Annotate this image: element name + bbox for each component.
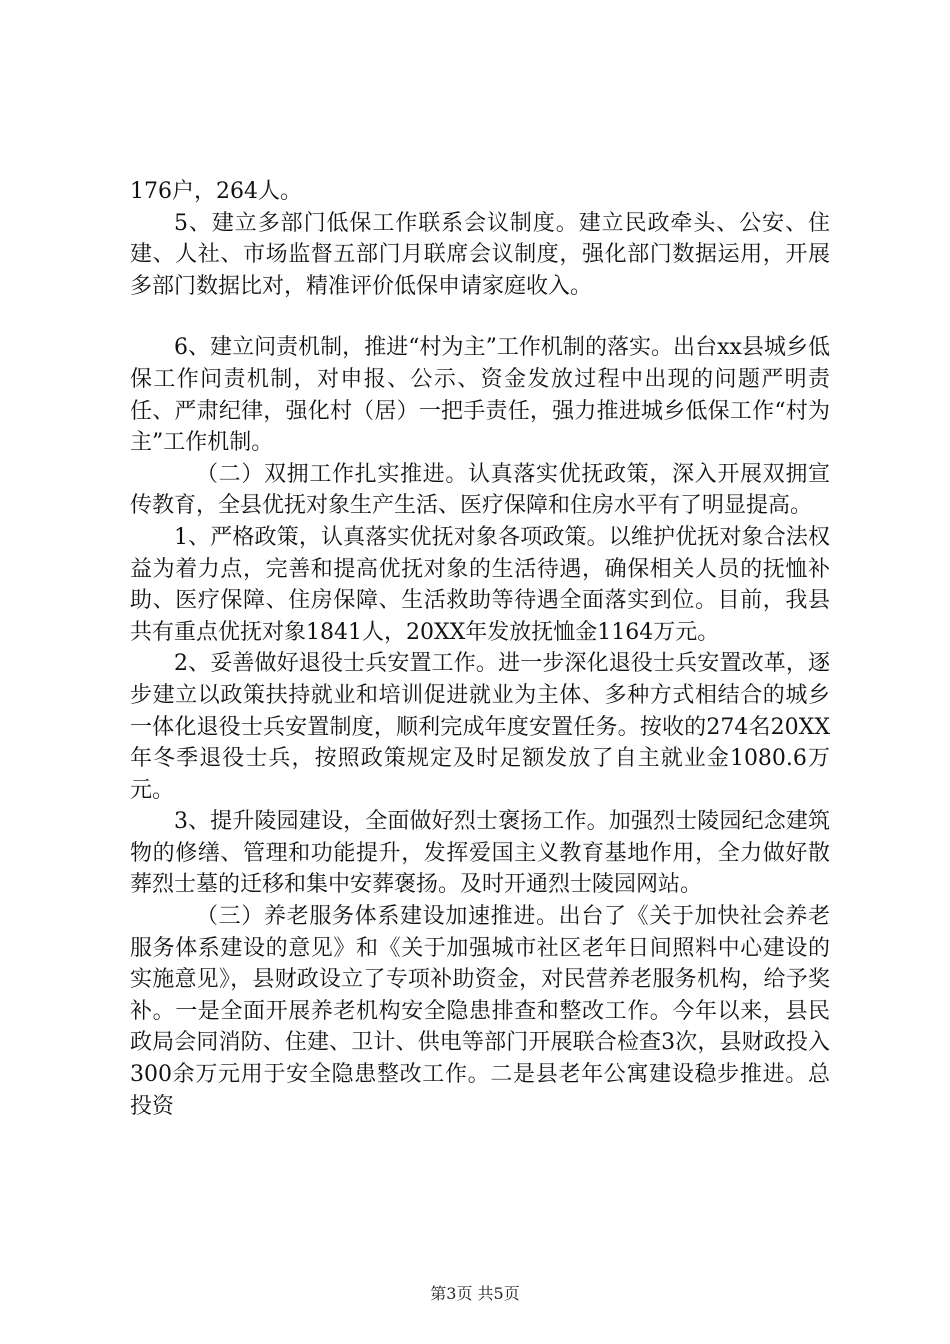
- section-heading-paragraph: （二）双拥工作扎实推进。认真落实优抚政策，深入开展双拥宣传教育，全县优抚对象生产生活、医疗保障和住房水平有了明显提高。: [130, 461, 830, 519]
- paragraph: 6、建立问责机制，推进“村为主”工作机制的落实。出台xx县城乡低保工作问责机制，对申报、公示、资金发放过程中出现的问题严明责任、严肃纪律，强化村（居）一把手责任，强力推进城乡低保工作“村为主”工作机制。: [130, 335, 830, 456]
- paragraph: 2、妥善做好退役士兵安置工作。进一步深化退役士兵安置改革，逐步建立以政策扶持就业和培训促进就业为主体、多种方式相结合的城乡一体化退役士兵安置制度，顺利完成年度安置任务。按收的274名20XX年冬季退役士兵，按照政策规定及时足额发放了自主就业金1080.6万元。: [130, 651, 830, 803]
- section-heading-paragraph: （三）养老服务体系建设加速推进。出台了《关于加快社会养老服务体系建设的意见》和《关于加强城市社区老年日间照料中心建设的实施意见》，县财政设立了专项补助资金，对民营养老服务机构，给予奖补。一是全面开展养老机构安全隐患排查和整改工作。今年以来，县民政局会同消防、住建、卫计、供电等部门开展联合检查3次，县财政投入300余万元用于安全隐患整改工作。二是县老年公寓建设稳步推进。总投资: [130, 904, 830, 1119]
- paragraph: 176户，264人。: [130, 179, 302, 204]
- paragraph: 5、建立多部门低保工作联系会议制度。建立民政牵头、公安、住建、人社、市场监督五部门月联席会议制度，强化部门数据运用，开展多部门数据比对，精准评价低保申请家庭收入。: [130, 210, 830, 299]
- paragraph: 1、严格政策，认真落实优抚对象各项政策。以维护优抚对象合法权益为着力点，完善和提高优抚对象的生活待遇，确保相关人员的抚恤补助、医疗保障、住房保障、生活救助等待遇全面落实到位。目前，我县共有重点优抚对象1841人，20XX年发放抚恤金1164万元。: [130, 524, 830, 645]
- paragraph: 3、提升陵园建设，全面做好烈士褒扬工作。加强烈士陵园纪念建筑物的修缮、管理和功能提升，发挥爱国主义教育基地作用，全力做好散葬烈士墓的迁移和集中安葬褒扬。及时开通烈士陵园网站。: [130, 809, 830, 898]
- body-text: [130, 176, 830, 1122]
- page-footer: 第3页 共5页: [430, 1284, 520, 1303]
